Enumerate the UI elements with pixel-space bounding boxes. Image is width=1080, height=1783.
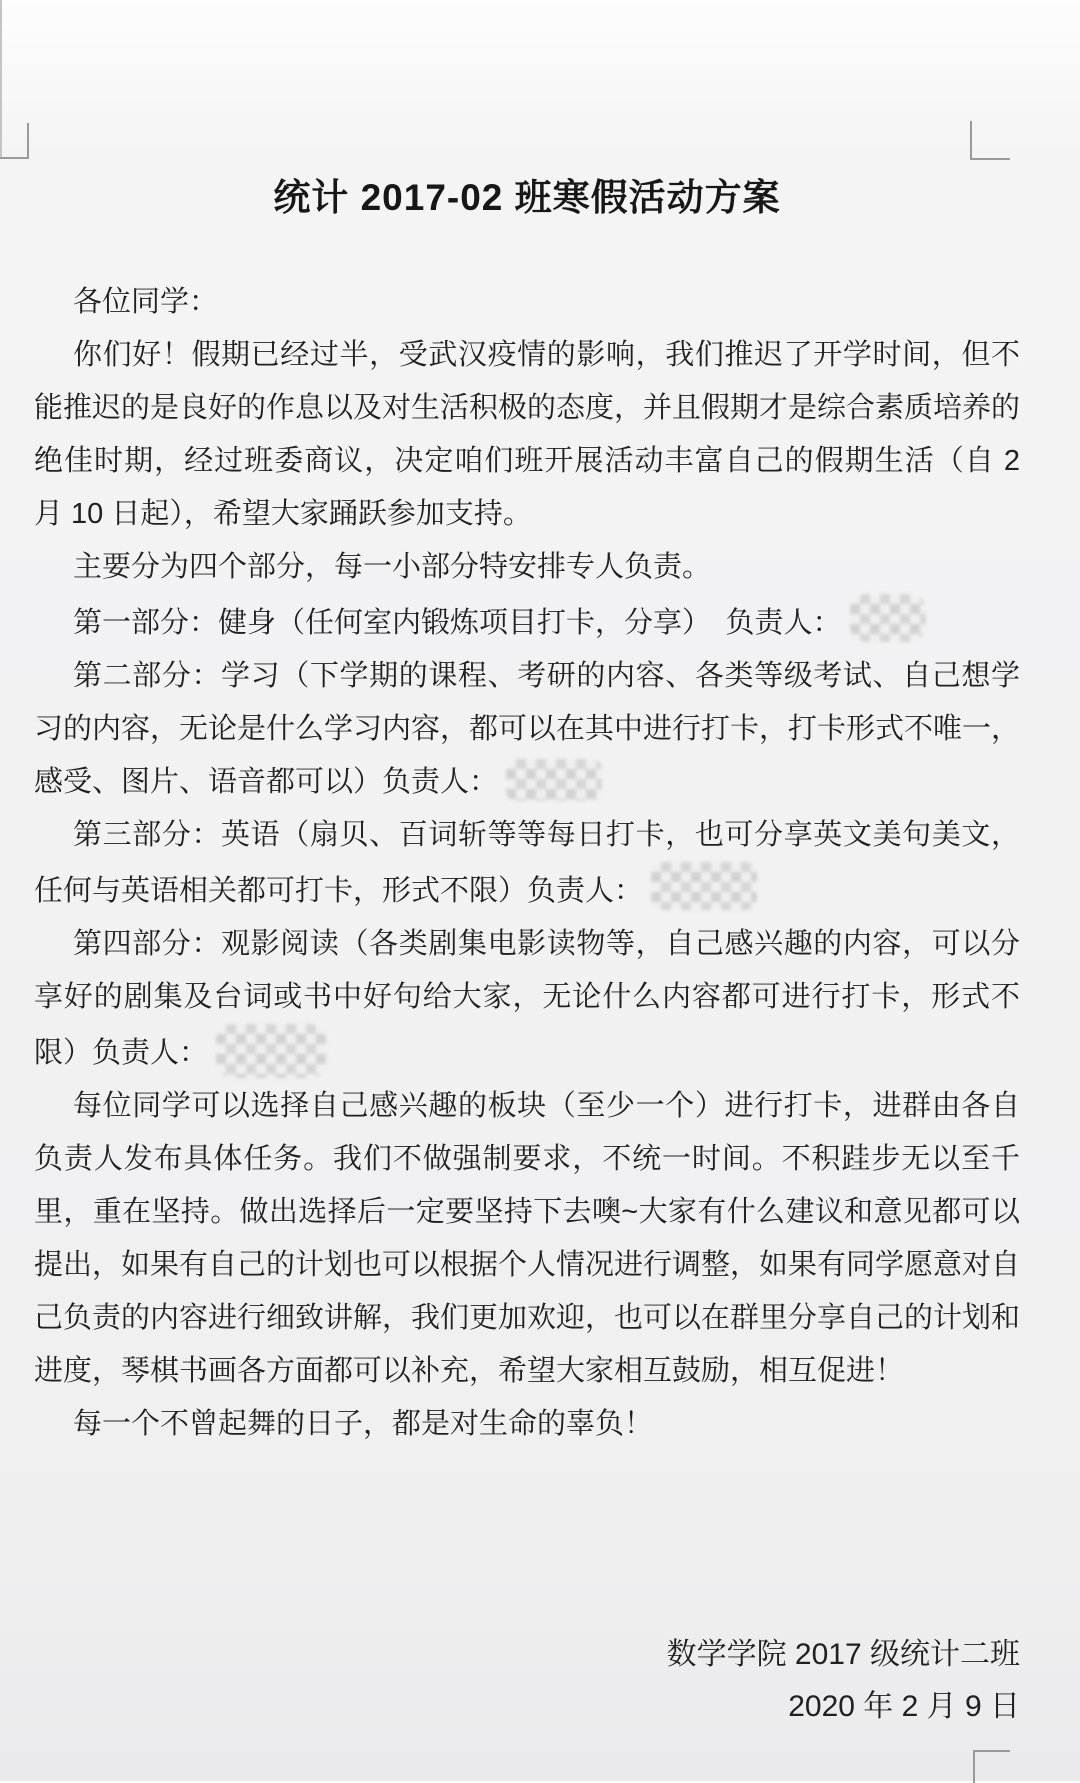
paragraph-overview: 主要分为四个部分，每一小部分特安排专人负责。 <box>73 551 712 583</box>
salutation: 各位同学： <box>73 286 219 318</box>
paragraph-quote: 每一个不曾起舞的日子，都是对生命的辜负！ <box>73 1408 654 1440</box>
redacted-name-1 <box>850 594 926 642</box>
paragraph-rules: 每位同学可以选择自己感兴趣的板块（至少一个）进行打卡，进群由各自负责人发布具体任务。我们不做强制要求，不统一时间。不积跬步无以至千里，重在坚持。做出选择后一定要坚持下去噢~大家有什么建议和意见都可以提出，如果有自己的计划也可以根据个人情况进行调整，如果有同学愿意对自己负责的内容进行细致讲解，我们更加欢迎，也可以在群里分享自己的计划和进度，琴棋书画各方面都可以补充，希望大家相互鼓励，相互促进！ <box>34 1090 1021 1387</box>
document-body <box>34 276 1020 1451</box>
paragraph-part-1 <box>34 594 1020 650</box>
redacted-name-4 <box>216 1024 326 1078</box>
part-3-text: 第三部分：英语（扇贝、百词斩等等每日打卡，也可分享英文美句美文，任何与英语相关都可打卡，形式不限）负责人： <box>34 819 1020 907</box>
part-2-text: 第二部分：学习（下学期的课程、考研的内容、各类等级考试、自己想学习的内容，无论是什么学习内容，都可以在其中进行打卡，打卡形式不唯一，感受、图片、语音都可以）负责人： <box>34 660 1021 798</box>
crop-mark-top-right <box>970 121 1010 160</box>
paragraph-intro: 你们好！假期已经过半，受武汉疫情的影响，我们推迟了开学时间，但不能推迟的是良好的作息以及对生活积极的态度，并且假期才是综合素质培养的绝佳时期，经过班委商议，决定咱们班开展活动丰富自己的假期生活（自 2 月 10 日起），希望大家踊跃参加支持。 <box>34 339 1021 530</box>
crop-mark-bottom-right <box>973 1750 1010 1783</box>
paragraph-part-4 <box>34 918 1020 1080</box>
redacted-name-3 <box>651 862 757 910</box>
signature-block <box>34 1629 1020 1733</box>
paragraph-part-2 <box>34 650 1020 809</box>
crop-mark-top-left <box>0 123 29 159</box>
document-title: 统计 2017-02 班寒假活动方案 <box>273 177 781 218</box>
part-4-text: 第四部分：观影阅读（各类剧集电影读物等，自己感兴趣的内容，可以分享好的剧集及台词或书中好句给大家，无论什么内容都可进行打卡，形式不限）负责人： <box>34 928 1020 1069</box>
part-1-text: 第一部分：健身（任何室内锻炼项目打卡，分享） 负责人： <box>73 607 842 639</box>
signature-date: 2020 年 2 月 9 日 <box>788 1690 1020 1723</box>
redacted-name-2 <box>506 759 602 801</box>
signature-org: 数学学院 2017 级统计二班 <box>666 1638 1020 1671</box>
paragraph-part-3 <box>34 809 1020 918</box>
